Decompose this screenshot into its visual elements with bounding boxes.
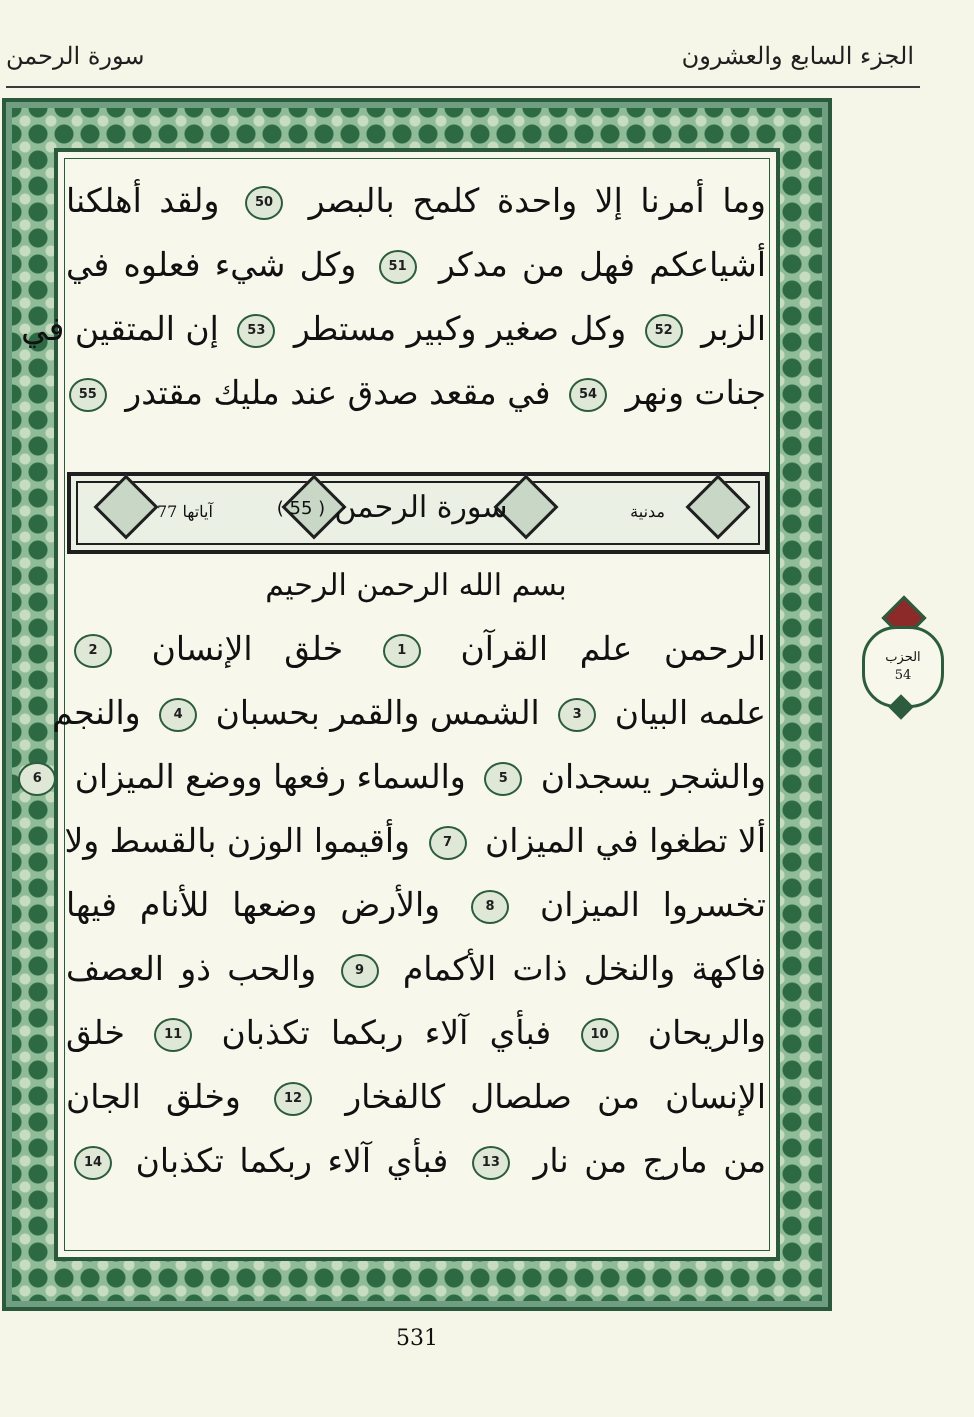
juz-header: الجزء السابع والعشرون xyxy=(681,42,914,70)
basmala: بسم الله الرحمن الرحيم xyxy=(265,568,567,603)
hizb-label: الحزب xyxy=(885,650,921,665)
ayah-number-marker: 10 xyxy=(581,1018,619,1052)
verse-text: والأرض وضعها للأنام فيها xyxy=(66,885,441,924)
verse-text: والسماء رفعها ووضع الميزان xyxy=(64,757,466,796)
verse-text: خلق xyxy=(66,1013,125,1052)
verse-line xyxy=(66,620,766,678)
verse-text: وكل شيء فعلوه في xyxy=(66,245,357,284)
verse-text: وخلق الجان xyxy=(66,1077,241,1116)
ayah-number-marker: 8 xyxy=(471,890,509,924)
verse-line xyxy=(66,812,766,870)
header-divider xyxy=(6,86,920,88)
surah-title: سورة الرحمن xyxy=(334,490,508,525)
ayah-number-marker: 13 xyxy=(472,1146,510,1180)
verse-line xyxy=(66,364,766,422)
ayah-number-marker: 3 xyxy=(558,698,596,732)
verse-text: أشياعكم فهل من مدكر xyxy=(424,245,766,284)
surah-banner xyxy=(67,472,769,554)
ayah-number-marker: 11 xyxy=(154,1018,192,1052)
quran-text-area xyxy=(21,150,776,1250)
verse-text: وما أمرنا إلا واحدة كلمح بالبصر xyxy=(291,181,766,220)
page-number: 531 xyxy=(396,1326,438,1351)
verse-line xyxy=(66,1004,766,1062)
verse-line xyxy=(66,172,766,230)
verse-line xyxy=(66,876,766,934)
ayah-number-marker: 1 xyxy=(383,634,421,668)
verse-line xyxy=(52,684,766,742)
ayah-number-marker: 53 xyxy=(237,314,275,348)
verse-text: جنات ونهر xyxy=(615,373,766,412)
verse-text: والشجر يسجدان xyxy=(530,757,766,796)
verse-text: في مقعد صدق عند مليك مقتدر xyxy=(114,373,551,412)
verse-text: والحب ذو العصف xyxy=(66,949,317,988)
verse-text: والنجم xyxy=(52,693,141,732)
verse-text: الزبر xyxy=(690,309,766,348)
verse-text: إن المتقين في xyxy=(21,309,219,348)
verse-text: فاكهة والنخل ذات الأكمام xyxy=(386,949,766,988)
verse-line xyxy=(66,236,766,294)
verse-text: وكل صغير وكبير مستطر xyxy=(283,309,627,348)
ayah-number-marker: 5 xyxy=(484,762,522,796)
verse-text: فبأي آلاء ربكما تكذبان xyxy=(200,1013,552,1052)
ayah-number-marker: 54 xyxy=(569,378,607,412)
verse-text: وأقيموا الوزن بالقسط ولا xyxy=(64,821,410,860)
verse-count: آياتها 77 xyxy=(157,502,213,521)
ayah-number-marker: 7 xyxy=(429,826,467,860)
ayah-number-marker: 14 xyxy=(74,1146,112,1180)
hizb-number: 54 xyxy=(894,668,912,683)
verse-line xyxy=(66,1068,766,1126)
verse-text: الإنسان من صلصال كالفخار xyxy=(320,1077,766,1116)
ayah-number-marker: 9 xyxy=(341,954,379,988)
verse-line xyxy=(66,940,766,998)
verse-text: ألا تطغوا في الميزان xyxy=(474,821,766,860)
hizb-marker xyxy=(848,600,954,720)
ayah-number-marker: 12 xyxy=(274,1082,312,1116)
verse-line xyxy=(21,300,766,358)
ayah-number-marker: 50 xyxy=(245,186,283,220)
ayah-number-marker: 6 xyxy=(18,762,56,796)
verse-line xyxy=(66,1132,766,1190)
ayah-number-marker: 51 xyxy=(379,250,417,284)
verse-text: الشمس والقمر بحسبان xyxy=(205,693,540,732)
verse-line xyxy=(32,748,766,806)
surah-header: سورة الرحمن xyxy=(6,42,145,70)
revelation-type: مدنية xyxy=(630,502,665,521)
surah-number: ( 55 ) xyxy=(276,498,326,519)
verse-text: الرحمن علم القرآن xyxy=(428,629,766,668)
verse-text: ولقد أهلكنا xyxy=(66,181,220,220)
verse-text: والريحان xyxy=(626,1013,766,1052)
verse-text: من مارج من نار xyxy=(517,1141,766,1180)
ayah-number-marker: 55 xyxy=(69,378,107,412)
ayah-number-marker: 4 xyxy=(159,698,197,732)
verse-text: علمه البيان xyxy=(604,693,766,732)
ayah-number-marker: 52 xyxy=(645,314,683,348)
verse-text: فبأي آلاء ربكما تكذبان xyxy=(120,1141,449,1180)
ayah-number-marker: 2 xyxy=(74,634,112,668)
verse-text: تخسروا الميزان xyxy=(517,885,766,924)
verse-text: خلق الإنسان xyxy=(120,629,344,668)
